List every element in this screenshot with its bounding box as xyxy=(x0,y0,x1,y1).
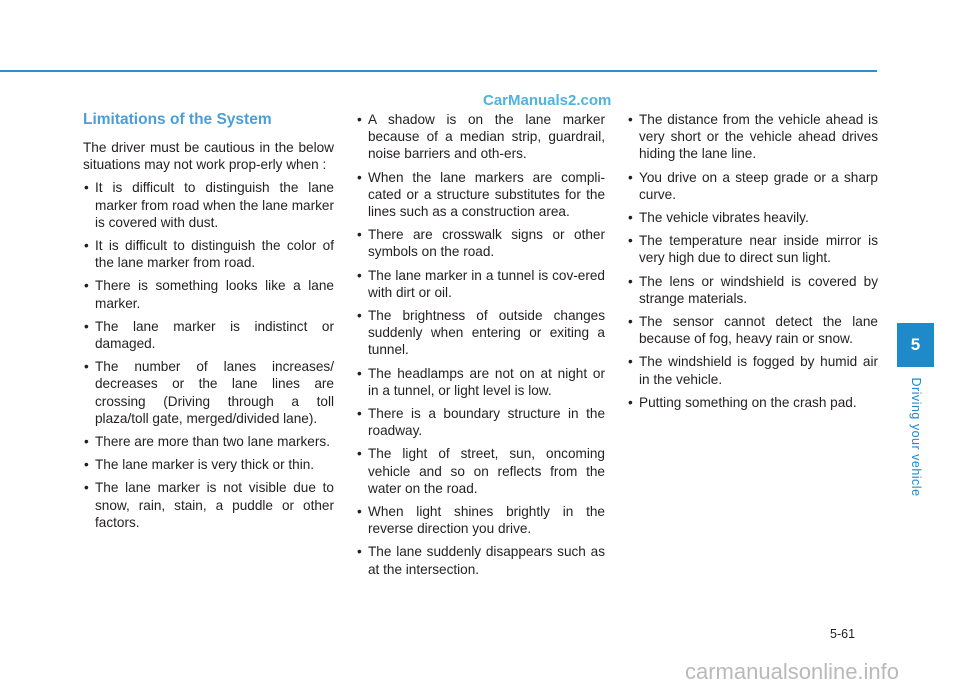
watermark-bottom[interactable]: carmanualsonline.info xyxy=(685,659,900,684)
list-item-text: There is a boundary structure in the roadway. xyxy=(368,406,605,439)
list-item xyxy=(356,226,605,260)
list-item xyxy=(83,433,334,450)
list-item xyxy=(627,209,878,226)
list-item-text: The lane marker in a tunnel is cov-ered with dirt or oil. xyxy=(368,267,605,300)
watermark-top[interactable]: CarManuals2.com xyxy=(483,92,612,109)
list-item xyxy=(627,273,878,307)
list-item xyxy=(627,394,878,411)
bullet-icon: • xyxy=(357,267,362,283)
bullet-icon: • xyxy=(628,233,633,249)
header-rule xyxy=(0,70,877,72)
list-item xyxy=(83,479,334,531)
list-item-text: The light of street, sun, oncoming vehicle and so on reflects from the water on the road. xyxy=(368,446,605,496)
list-item-text: There are crosswalk signs or other symbols on the road. xyxy=(368,227,605,260)
list-item xyxy=(356,267,605,301)
list-item xyxy=(627,169,878,203)
bullet-icon: • xyxy=(357,227,362,243)
bullet-icon: • xyxy=(357,504,362,520)
list-item-text: It is difficult to distinguish the color of the lane marker from road. xyxy=(95,238,334,271)
bullet-icon: • xyxy=(84,238,89,254)
list-item-text: The lane marker is not visible due to snow, rain, stain, a puddle or other factors. xyxy=(95,480,334,530)
bullet-icon: • xyxy=(357,365,362,381)
column-1 xyxy=(83,110,334,537)
bullet-icon: • xyxy=(628,314,633,330)
chapter-label-text: Driving your vehicle xyxy=(908,377,923,497)
list-item-text: The temperature near inside mirror is very high due to direct sun light. xyxy=(639,233,878,266)
bullet-list-2 xyxy=(356,111,605,578)
list-item xyxy=(356,405,605,439)
bullet-icon: • xyxy=(84,278,89,294)
bullet-icon: • xyxy=(84,318,89,334)
list-item xyxy=(356,543,605,577)
bullet-icon: • xyxy=(628,273,633,289)
list-item xyxy=(83,318,334,352)
bullet-icon: • xyxy=(357,544,362,560)
list-item xyxy=(627,111,878,163)
bullet-icon: • xyxy=(357,112,362,127)
list-item xyxy=(627,232,878,266)
bullet-icon: • xyxy=(84,434,89,450)
bullet-icon: • xyxy=(628,394,633,410)
list-item-text: The lane marker is indistinct or damaged. xyxy=(95,318,334,352)
bullet-icon: • xyxy=(628,354,633,370)
column-3 xyxy=(627,111,878,417)
list-item-text: The number of lanes increases/ decreases or the lane lines are crossing (Driving through a toll plaza/toll gate, merged/divided lane). xyxy=(95,359,334,426)
list-item-text: The headlamps are not on at night or in a tunnel, or light level is low. xyxy=(368,365,605,398)
list-item-text: When light shines brightly in the reverse direction you drive. xyxy=(368,504,605,537)
list-item xyxy=(627,353,878,387)
list-item-text: When the lane markers are compli-cated or a structure substitutes for the lines such as a construction area. xyxy=(368,169,605,220)
bullet-icon: • xyxy=(357,169,362,185)
bullet-icon: • xyxy=(357,308,362,324)
list-item xyxy=(83,358,334,427)
list-item xyxy=(83,277,334,311)
list-item xyxy=(356,111,605,163)
list-item xyxy=(356,307,605,359)
list-item-text: The brightness of outside changes suddenly when entering or exiting a tunnel. xyxy=(368,308,605,358)
list-item-text: A shadow is on the lane marker because of a median strip, guardrail, noise barriers and oth-ers. xyxy=(368,112,605,162)
list-item-text: The lens or windshield is covered by strange materials. xyxy=(639,273,878,306)
list-item-text: The vehicle vibrates heavily. xyxy=(639,210,809,226)
column-2 xyxy=(356,111,605,584)
chapter-number: 5 xyxy=(910,335,921,354)
list-item-text: There is something looks like a lane marker. xyxy=(95,278,334,311)
bullet-list-1 xyxy=(83,179,334,531)
list-item-text: The lane suddenly disappears such as at the intersection. xyxy=(368,544,605,577)
bullet-icon: • xyxy=(357,406,362,422)
section-heading: Limitations of the System xyxy=(83,111,272,128)
list-item xyxy=(83,179,334,231)
list-item-text: You drive on a steep grade or a sharp curve. xyxy=(639,169,878,202)
bullet-icon: • xyxy=(628,210,633,226)
list-item xyxy=(356,503,605,537)
list-item-text: There are more than two lane markers. xyxy=(95,434,330,450)
list-item-text: The windshield is fogged by humid air in the vehicle. xyxy=(639,354,878,387)
list-item xyxy=(356,365,605,399)
bullet-icon: • xyxy=(84,480,89,496)
list-item-text: The sensor cannot detect the lane because of fog, heavy rain or snow. xyxy=(639,314,878,347)
list-item xyxy=(356,169,605,221)
intro-paragraph: The driver must be cautious in the below situations may not work prop-erly when : xyxy=(83,140,334,173)
list-item-text: The lane marker is very thick or thin. xyxy=(95,457,315,473)
list-item xyxy=(83,237,334,271)
bullet-icon: • xyxy=(84,180,89,196)
bullet-icon: • xyxy=(628,169,633,185)
list-item-text: Putting something on the crash pad. xyxy=(639,394,857,410)
list-item-text: The distance from the vehicle ahead is very short or the vehicle ahead drives hiding the lane line. xyxy=(639,112,878,162)
bullet-icon: • xyxy=(84,359,89,375)
bullet-icon: • xyxy=(84,457,89,473)
list-item xyxy=(356,445,605,497)
chapter-label xyxy=(897,372,934,502)
list-item xyxy=(83,456,334,473)
bullet-icon: • xyxy=(357,446,362,462)
bullet-list-3 xyxy=(627,111,878,411)
chapter-tab xyxy=(897,323,934,367)
bullet-icon: • xyxy=(628,112,633,127)
page-number: 5-61 xyxy=(830,627,856,641)
list-item xyxy=(627,313,878,347)
list-item-text: It is difficult to distinguish the lane marker from road when the lane marker is covered with dust. xyxy=(95,180,334,230)
